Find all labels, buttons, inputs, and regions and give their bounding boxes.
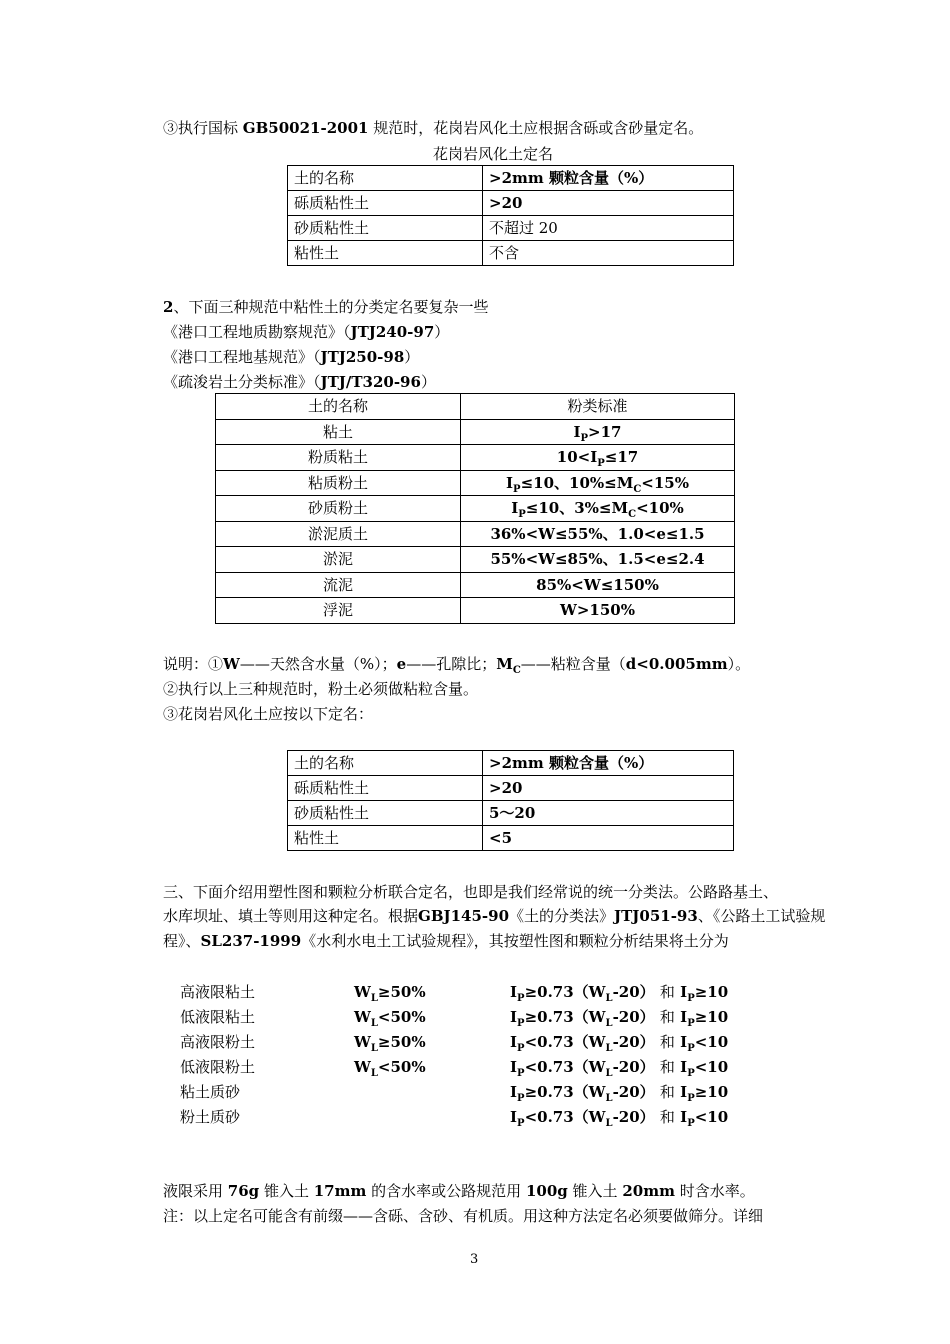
table-header-row [288,166,734,191]
table-granite-soil-naming [287,165,734,266]
header-cell: 土的名称 [288,751,483,776]
cell-name: 砂质粘性土 [288,216,483,241]
reference-item: 《港口工程地质勘察规范》（JTJ240-97） [163,323,450,341]
paragraph-line: 三、下面介绍用塑性图和颗粒分析联合定名，也即是我们经常说的统一分类法。公路路基土、 [163,883,779,901]
cell-name: 粘性土 [288,826,483,851]
table-header-row [288,751,734,776]
cell-name: 砾质粘性土 [288,776,483,801]
section2-heading: 2、下面三种规范中粘性土的分类定名要复杂一些 [163,298,489,316]
table-granite-soil-naming-2 [287,750,734,851]
cell-criteria: 85%<W≤150% [461,572,735,598]
intro-line [163,118,703,138]
cell-criteria: 55%<W≤85%、1.5<e≤2.4 [461,547,735,573]
cell-name: 粘土 [216,419,461,445]
cell-name: 淤泥 [216,547,461,573]
cell-name: 粘性土 [288,241,483,266]
paragraph-line: 液限采用 76g 锥入土 17mm 的含水率或公路规范用 100g 锥入土 20mm 时含水率。 [163,1182,755,1200]
cell-criteria: $I_P\le 10$、$10\%\le M_C<15\%$ [461,470,735,496]
cell-name: 淤泥质土 [216,521,461,547]
cell-criteria: $I_P>17$ [461,419,735,445]
cell-name: 粉质粘土 [216,445,461,471]
table-row [216,470,735,496]
cell-name: 浮泥 [216,598,461,624]
cell-criteria: $I_P\le 10$、$3\%\le M_C<10\%$ [461,496,735,522]
cell-value: >20 [483,776,734,801]
cell-value: >20 [483,191,734,216]
cell-value: 不含 [483,241,734,266]
paragraph-line: 注：以上定名可能含有前缀——含砾、含砂、有机质。用这种方法定名必须要做筛分。详细 [163,1207,764,1225]
cell-name: 砂质粉土 [216,496,461,522]
paragraph-line: 程》、SL237-1999《水利水电土工试验规程》，其按塑性图和颗粒分析结果将土分为 [163,932,729,950]
table-row [288,241,734,266]
cell-criteria: $10<I_P\le 17$ [461,445,735,471]
table-row [216,572,735,598]
table-row [288,191,734,216]
cell-criteria: W>150% [461,598,735,624]
header-cell: 粉类标准 [461,394,735,420]
table-row [288,216,734,241]
header-cell: 土的名称 [288,166,483,191]
page-number: 3 [470,1252,479,1267]
header-cell: >2mm 颗粒含量（%） [483,751,734,776]
header-cell: 土的名称 [216,394,461,420]
table-row [216,419,735,445]
table-row [216,521,735,547]
intro-text: 规范时，花岗岩风化土应根据含砾或含砂量定名。 [373,119,704,137]
reference-item: 《港口工程地基规范》（JTJ250-98） [163,348,420,366]
table-header-row [216,394,735,420]
cell-name: 流泥 [216,572,461,598]
table-row [216,496,735,522]
table-row [288,801,734,826]
reference-item: 《疏浚岩土分类标准》（JTJ/T320-96） [163,373,436,391]
cell-value: 不超过 20 [483,216,734,241]
cell-name: 粘质粉土 [216,470,461,496]
note-line: 说明：①W——天然含水量（%）；e——孔隙比；$M_C——$粘粒含量（d<0.005mm）。 [163,655,751,676]
cell-value: <5 [483,826,734,851]
cell-value: 5～20 [483,801,734,826]
table-row [216,598,735,624]
header-cell: >2mm 颗粒含量（%） [483,166,734,191]
cell-name: 砾质粘性土 [288,191,483,216]
cell-criteria: 36%<W≤55%、1.0<e≤1.5 [461,521,735,547]
table-row [288,776,734,801]
paragraph-line: 水库坝址、填土等则用这种定名。根据GBJ145-90《土的分类法》JTJ051-93、《公路土工试验规 [163,907,826,925]
table-row [216,547,735,573]
table1-caption: 花岗岩风化土定名 [433,145,554,163]
note-line: ②执行以上三种规范时，粉土必须做粘粒含量。 [163,680,479,698]
table-silt-classification [215,393,735,624]
intro-text: ③执行国标 [163,119,239,137]
table-row [288,826,734,851]
standard-code: GB50021-2001 [242,119,369,137]
note-line: ③花岗岩风化土应按以下定名： [163,705,374,723]
table-row [216,445,735,471]
cell-name: 砂质粘性土 [288,801,483,826]
